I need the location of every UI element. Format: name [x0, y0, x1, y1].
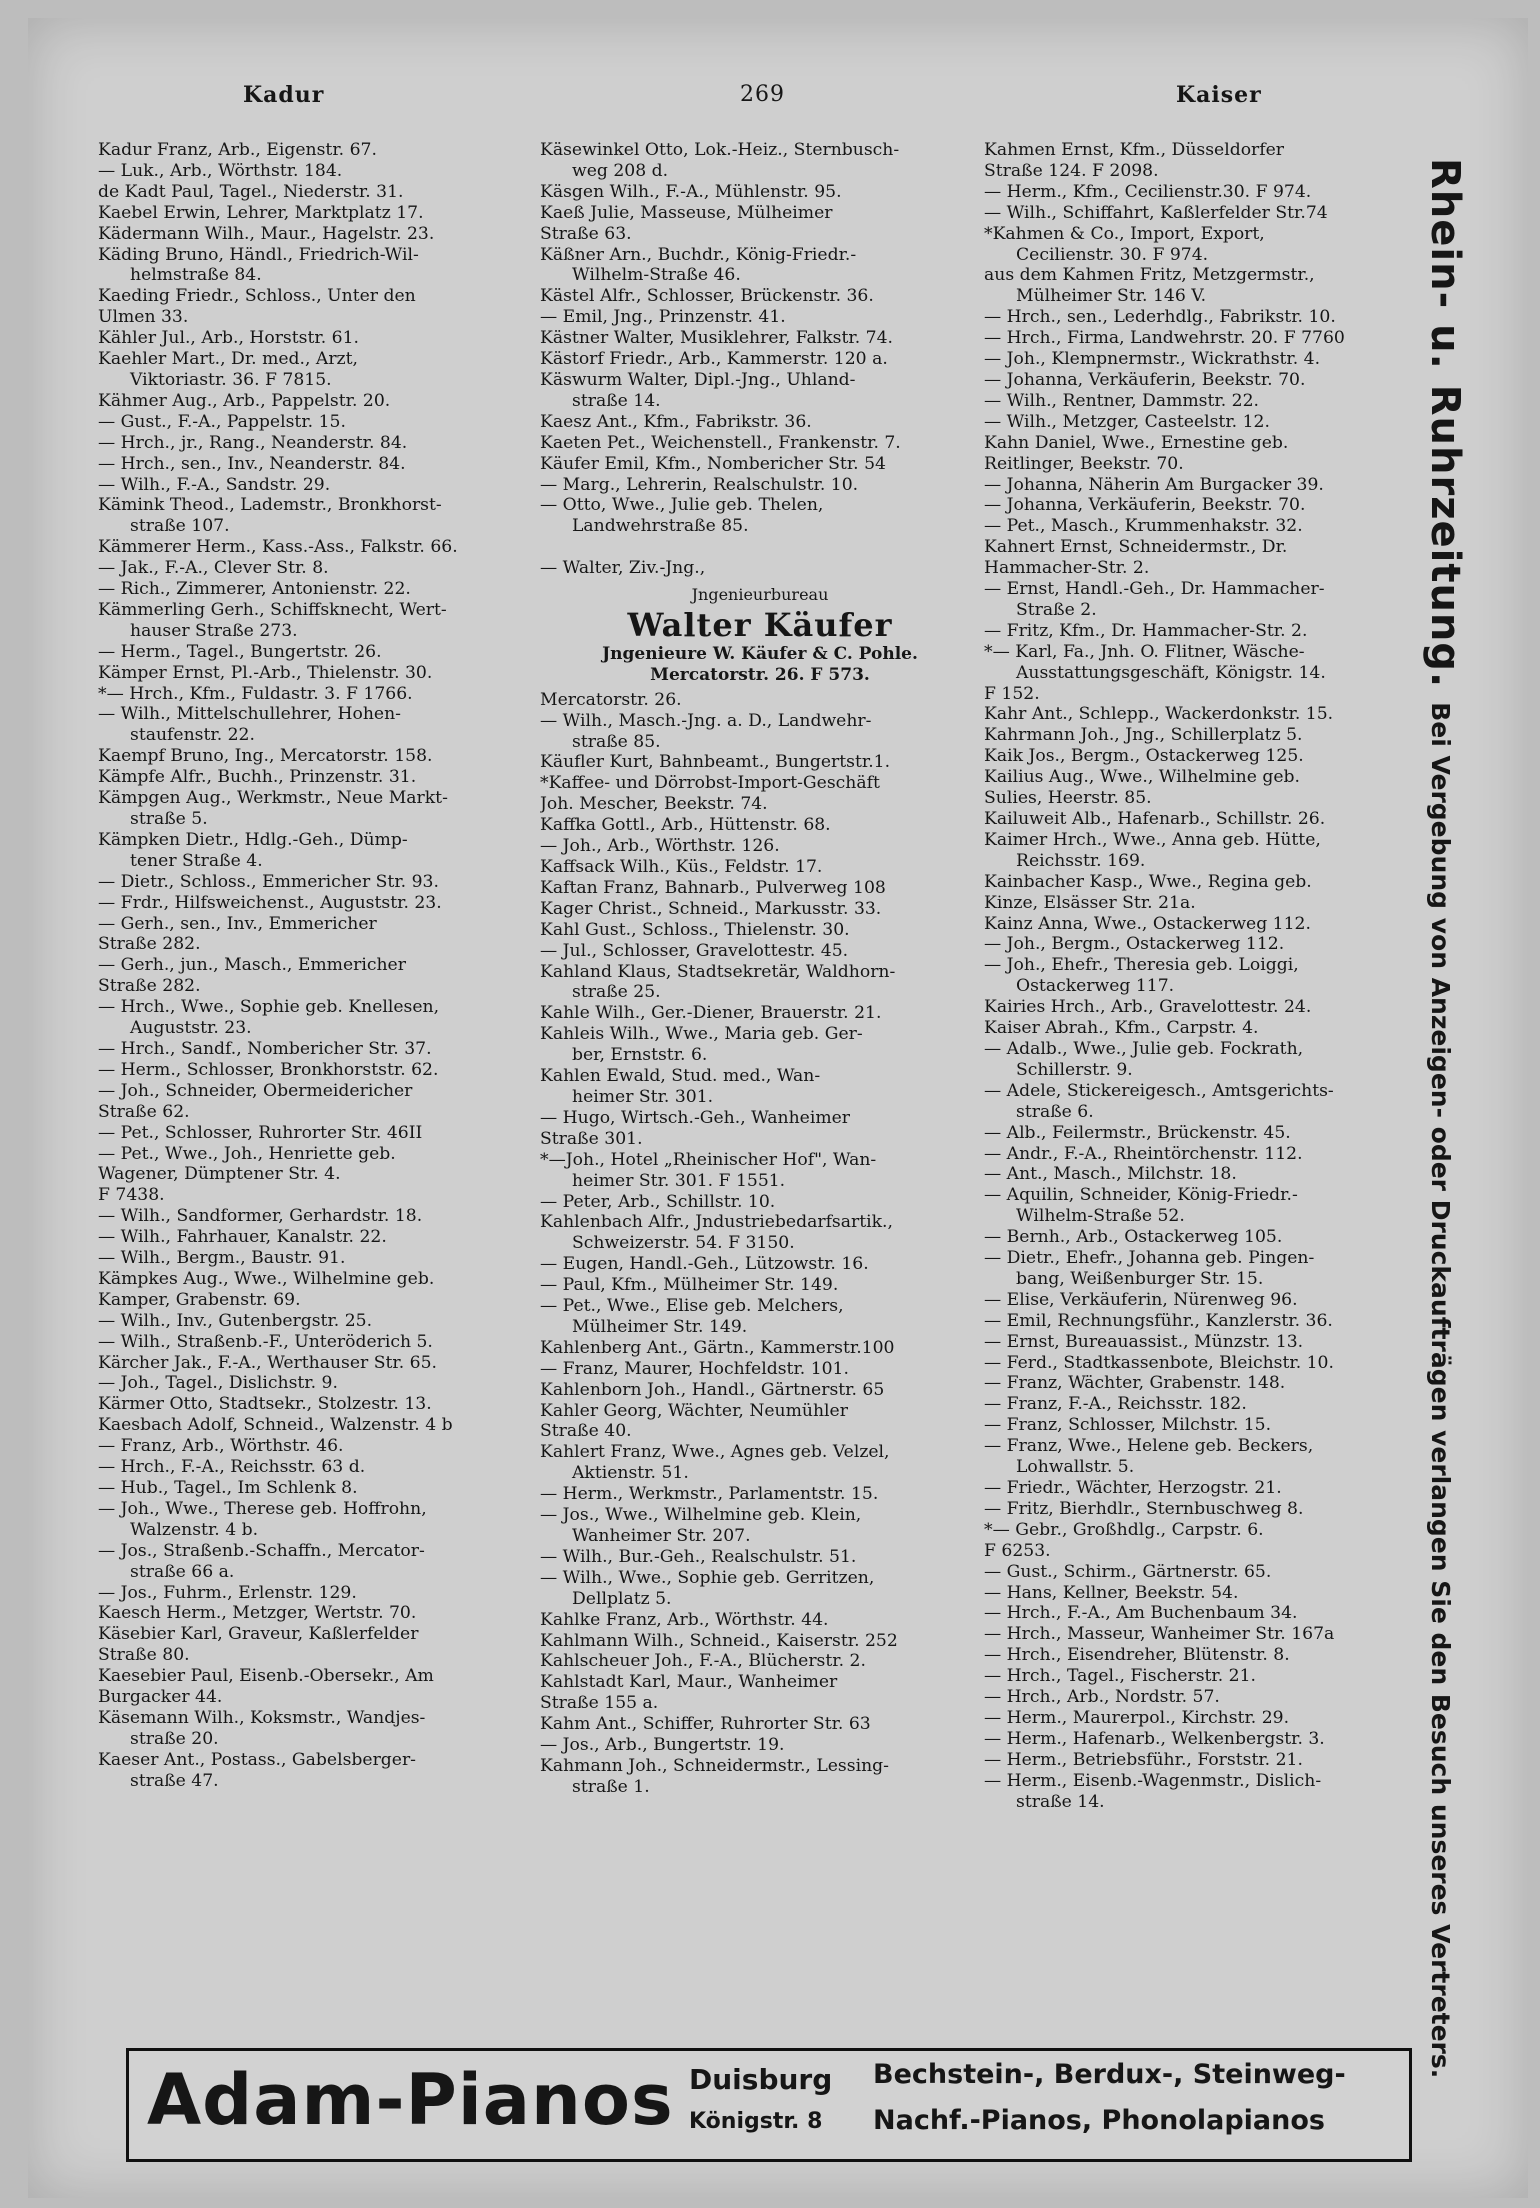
- directory-entry-line: — Wilh., Masch.-Jng. a. D., Landwehr-: [540, 710, 872, 731]
- directory-entry-line: Wagener, Dümptener Str. 4.: [98, 1164, 341, 1185]
- directory-entry-line: — Jos., Arb., Bungertstr. 19.: [540, 1735, 785, 1756]
- directory-entry-line: — Franz, Wwe., Helene geb. Beckers,: [984, 1436, 1314, 1457]
- directory-entry-line: Kaftan Franz, Bahnarb., Pulverweg 108: [540, 877, 886, 898]
- directory-entry-line: Kämpken Dietr., Hdlg.-Geh., Dümp-: [98, 829, 408, 850]
- directory-entry-line: Kahmann Joh., Schneidermstr., Lessing-: [540, 1755, 889, 1776]
- ad-firm-name: Walter Käufer: [627, 605, 893, 644]
- directory-entry-line: — Fritz, Bierhdlr., Sternbuschweg 8.: [984, 1498, 1304, 1519]
- directory-entry-line: — Ant., Masch., Milchstr. 18.: [984, 1164, 1237, 1185]
- piano-city: Duisburg: [689, 2063, 833, 2096]
- directory-entry-line: — Joh., Ehefr., Theresia geb. Loiggi,: [984, 955, 1299, 976]
- directory-entry-line: — Andr., F.-A., Rheintörchenstr. 112.: [984, 1143, 1303, 1164]
- directory-entry-line: Kahrmann Joh., Jng., Schillerplatz 5.: [984, 725, 1303, 746]
- directory-entry-line: — Hans, Kellner, Beekstr. 54.: [984, 1582, 1239, 1603]
- directory-entry-line: — Wilh., F.-A., Sandstr. 29.: [98, 474, 331, 495]
- directory-entry-line: — Elise, Verkäuferin, Nürenweg 96.: [984, 1289, 1298, 1310]
- directory-entry-line: Kaeß Julie, Masseuse, Mülheimer: [540, 202, 833, 223]
- directory-entry-line: Kailuweit Alb., Hafenarb., Schillstr. 26.: [984, 809, 1326, 829]
- directory-entry-line: Mülheimer Str. 149.: [572, 1316, 748, 1337]
- directory-entry-line: Kaebel Erwin, Lehrer, Marktplatz 17.: [98, 202, 424, 223]
- directory-entry-line: Straße 124. F 2098.: [984, 160, 1159, 181]
- directory-entry-line: Cecilienstr. 30. F 974.: [1016, 244, 1209, 265]
- directory-entry-line: — Marg., Lehrerin, Realschulstr. 10.: [540, 474, 859, 495]
- directory-entry-line: F 152.: [984, 683, 1040, 704]
- directory-entry-line: Reichsstr. 169.: [1016, 850, 1146, 871]
- directory-entry-line: Mülheimer Str. 146 V.: [1016, 286, 1207, 307]
- side-advert-newspaper: Rhein- u. Ruhrzeitung.: [1422, 158, 1468, 689]
- directory-entry-line: Kädermann Wilh., Maur., Hagelstr. 23.: [98, 223, 435, 244]
- directory-entry-line: de Kadt Paul, Tagel., Niederstr. 31.: [98, 181, 404, 202]
- directory-entry-line: Kämper Ernst, Pl.-Arb., Thielenstr. 30.: [98, 662, 433, 683]
- directory-entry-line: Käufler Kurt, Bahnbeamt., Bungertstr.1.: [540, 752, 891, 773]
- directory-entry-line: — Herm., Tagel., Bungertstr. 26.: [98, 641, 382, 662]
- directory-entry-line: Dellplatz 5.: [572, 1588, 672, 1609]
- directory-entry-line: Straße 301.: [540, 1128, 643, 1149]
- column-left: [98, 140, 538, 1792]
- directory-entry-line: — Peter, Arb., Schillstr. 10.: [540, 1191, 776, 1212]
- directory-entry-line: Burgacker 44.: [98, 1687, 223, 1708]
- directory-entry-line: — Hrch., Wwe., Sophie geb. Knellesen,: [98, 997, 440, 1018]
- directory-entry-line: Kahlenbach Alfr., Jndustriebedarfsartik.,: [540, 1212, 893, 1233]
- directory-entry-line: Mercatorstr. 26.: [540, 689, 682, 710]
- directory-entry-line: Kahmen Ernst, Kfm., Düsseldorfer: [984, 140, 1285, 160]
- column-right: [984, 140, 1414, 1813]
- directory-entry-line: — Jak., F.-A., Clever Str. 8.: [98, 558, 329, 579]
- directory-entry-line: — Wilh., Mittelschullehrer, Hohen-: [98, 704, 401, 725]
- directory-entry-line: Kaempf Bruno, Ing., Mercatorstr. 158.: [98, 746, 433, 767]
- directory-entry-line: Kähmer Aug., Arb., Pappelstr. 20.: [98, 390, 391, 411]
- directory-entry-line: Kaesbach Adolf, Schneid., Walzenstr. 4 b: [98, 1415, 453, 1436]
- directory-entry-line: heimer Str. 301. F 1551.: [572, 1170, 786, 1191]
- directory-entry-line: Kahlke Franz, Arb., Wörthstr. 44.: [540, 1609, 829, 1630]
- directory-entry-line: tener Straße 4.: [130, 850, 263, 871]
- directory-entry-line: Walzenstr. 4 b.: [130, 1519, 259, 1540]
- directory-entry-line: Kinze, Elsässer Str. 21a.: [984, 892, 1196, 913]
- directory-entry-line: — Herm., Werkmstr., Parlamentstr. 15.: [540, 1484, 879, 1505]
- directory-entry-line: — Joh., Wwe., Therese geb. Hoffrohn,: [98, 1498, 427, 1519]
- directory-entry-line: — Aquilin, Schneider, König-Friedr.-: [984, 1185, 1298, 1206]
- directory-entry-line: — Jos., Straßenb.-Schaffn., Mercator-: [98, 1540, 425, 1561]
- directory-entry-line: — Gust., Schirm., Gärtnerstr. 65.: [984, 1561, 1272, 1582]
- directory-entry-line: Kästner Walter, Musiklehrer, Falkstr. 74.: [540, 328, 893, 349]
- directory-entry-line: Kahle Wilh., Ger.-Diener, Brauerstr. 21.: [540, 1003, 882, 1024]
- directory-entry-line: straße 1.: [572, 1776, 650, 1797]
- directory-entry-line: — Wilh., Straßenb.-F., Unteröderich 5.: [98, 1331, 433, 1352]
- directory-entry-line: straße 85.: [572, 731, 661, 752]
- directory-entry-line: F 7438.: [98, 1185, 165, 1206]
- directory-entry-line: — Pet., Wwe., Joh., Henriette geb.: [98, 1143, 396, 1164]
- directory-entry-line: — Hrch., Arb., Nordstr. 57.: [984, 1687, 1220, 1708]
- directory-entry-line: — Hrch., F.-A., Reichsstr. 63 d.: [98, 1457, 366, 1478]
- directory-entry-line: Kahlmann Wilh., Schneid., Kaiserstr. 252: [540, 1630, 898, 1651]
- directory-entry-line: *— Karl, Fa., Jnh. O. Flitner, Wäsche-: [984, 641, 1305, 662]
- directory-entry-line: Kahm Ant., Schiffer, Ruhrorter Str. 63: [540, 1714, 871, 1735]
- directory-entry-line: Kämpgen Aug., Werkmstr., Neue Markt-: [98, 788, 448, 809]
- directory-entry-line: straße 47.: [130, 1770, 219, 1791]
- directory-entry-line: Straße 63.: [540, 223, 632, 244]
- directory-entry-line: — Adele, Stickereigesch., Amtsgerichts-: [984, 1080, 1334, 1101]
- directory-entry-line: *Kahmen & Co., Import, Export,: [984, 223, 1265, 244]
- directory-entry-line: bang, Weißenburger Str. 15.: [1016, 1268, 1264, 1289]
- directory-entry-line: Wilhelm-Straße 52.: [1016, 1206, 1185, 1227]
- directory-entry-line: Kahnert Ernst, Schneidermstr., Dr.: [984, 537, 1288, 558]
- directory-entry-line: weg 208 d.: [572, 160, 669, 181]
- piano-advert: [126, 2048, 1412, 2162]
- directory-entry-line: Straße 80.: [98, 1645, 190, 1666]
- directory-entry-line: — Hrch., Masseur, Wanheimer Str. 167a: [984, 1624, 1335, 1645]
- directory-entry-line: — Jul., Schlosser, Gravelottestr. 45.: [540, 940, 849, 961]
- directory-entry-line: Kager Christ., Schneid., Markusstr. 33.: [540, 898, 882, 919]
- directory-entry-line: Lohwallstr. 5.: [1016, 1457, 1135, 1478]
- directory-entry-line: — Joh., Tagel., Dislichstr. 9.: [98, 1373, 338, 1394]
- directory-entry-line: — Hrch., Sandf., Nombericher Str. 37.: [98, 1038, 432, 1059]
- directory-entry-line: — Herm., Hafenarb., Welkenbergstr. 3.: [984, 1728, 1325, 1749]
- directory-entry-line: — Wilh., Rentner, Dammstr. 22.: [984, 390, 1259, 411]
- directory-entry-line: Wilhelm-Straße 46.: [572, 265, 741, 286]
- directory-entry-line: Kämmerer Herm., Kass.-Ass., Falkstr. 66.: [98, 537, 458, 558]
- directory-entry-line: — Joh., Schneider, Obermeidericher: [98, 1080, 413, 1101]
- directory-entry-line: — Friedr., Wächter, Herzogstr. 21.: [984, 1478, 1282, 1498]
- directory-entry-line: — Franz, Wächter, Grabenstr. 148.: [984, 1373, 1286, 1394]
- piano-street: Königstr. 8: [689, 2109, 823, 2134]
- ad-address: Mercatorstr. 26. F 573.: [650, 664, 870, 685]
- directory-entry-line: — Hrch., sen., Inv., Neanderstr. 84.: [98, 453, 406, 474]
- piano-brands-line-2: Nachf.-Pianos, Phonolapianos: [873, 2105, 1325, 2136]
- directory-entry-line: — Wilh., Sandformer, Gerhardstr. 18.: [98, 1206, 423, 1227]
- piano-brand: Adam-Pianos: [147, 2059, 674, 2141]
- directory-entry-line: Kaffsack Wilh., Küs., Feldstr. 17.: [540, 857, 823, 877]
- directory-entry-line: — Emil, Rechnungsführ., Kanzlerstr. 36.: [984, 1310, 1333, 1331]
- directory-entry-line: *Kaffee- und Dörrobst-Import-Geschäft: [540, 773, 880, 794]
- directory-entry-line: — Franz, Arb., Wörthstr. 46.: [98, 1436, 344, 1457]
- directory-entry-line: — Luk., Arb., Wörthstr. 184.: [98, 160, 343, 181]
- directory-entry-line: straße 14.: [572, 390, 661, 411]
- directory-entry-line: Kahleis Wilh., Wwe., Maria geb. Ger-: [540, 1024, 863, 1045]
- directory-entry-line: — Hub., Tagel., Im Schlenk 8.: [98, 1478, 358, 1498]
- directory-entry-line: — Dietr., Schloss., Emmericher Str. 93.: [98, 871, 439, 892]
- directory-entry-line: — Hrch., Tagel., Fischerstr. 21.: [984, 1666, 1257, 1687]
- directory-entry-line: — Franz, F.-A., Reichsstr. 182.: [984, 1394, 1247, 1415]
- directory-entry-line: Kahler Georg, Wächter, Neumühler: [540, 1400, 848, 1421]
- directory-entry-line: — Johanna, Verkäuferin, Beekstr. 70.: [984, 369, 1306, 390]
- directory-entry-line: Auguststr. 23.: [130, 1018, 252, 1039]
- directory-entry-line: F 6253.: [984, 1540, 1051, 1561]
- directory-entry-line: Landwehrstraße 85.: [572, 516, 749, 537]
- directory-entry-line: straße 66 a.: [130, 1561, 235, 1582]
- directory-entry-line: — Frdr., Hilfsweichenst., Auguststr. 23.: [98, 892, 442, 913]
- directory-entry-line: — Paul, Kfm., Mülheimer Str. 149.: [540, 1275, 839, 1296]
- directory-entry-line: Käsgen Wilh., F.-A., Mühlenstr. 95.: [540, 181, 842, 202]
- directory-entry-line: — Eugen, Handl.-Geh., Lützowstr. 16.: [540, 1254, 869, 1275]
- directory-entry-line: Ausstattungsgeschäft, Königstr. 14.: [1016, 662, 1326, 683]
- directory-entry-line: — Herm., Betriebsführ., Forststr. 21.: [984, 1749, 1303, 1770]
- directory-entry-line: Kailius Aug., Wwe., Wilhelmine geb.: [984, 767, 1300, 788]
- directory-entry-line: — Johanna, Näherin Am Burgacker 39.: [984, 474, 1324, 495]
- directory-entry-line: — Wilh., Bergm., Baustr. 91.: [98, 1248, 346, 1269]
- directory-entry-line: Hammacher-Str. 2.: [984, 558, 1150, 579]
- directory-entry-line: straße 5.: [130, 809, 208, 829]
- directory-entry-line: *— Hrch., Kfm., Fuldastr. 3. F 1766.: [98, 683, 413, 704]
- directory-entry-line: Kaeding Friedr., Schloss., Unter den: [98, 286, 416, 307]
- directory-entry-line: Viktoriastr. 36. F 7815.: [130, 369, 332, 390]
- directory-entry-line: aus dem Kahmen Fritz, Metzgermstr.,: [984, 265, 1315, 286]
- directory-entry-line: straße 6.: [1016, 1101, 1094, 1122]
- directory-entry-line: Kähler Jul., Arb., Horststr. 61.: [98, 328, 359, 349]
- directory-entry-line: *—Joh., Hotel „Rheinischer Hof", Wan-: [540, 1149, 877, 1170]
- directory-entry-line: Straße 62.: [98, 1101, 190, 1122]
- directory-entry-line: — Wilh., Inv., Gutenbergstr. 25.: [98, 1310, 373, 1331]
- directory-entry-line: — Franz, Schlosser, Milchstr. 15.: [984, 1415, 1272, 1436]
- directory-entry-line: — Bernh., Arb., Ostackerweg 105.: [984, 1227, 1283, 1248]
- directory-entry-line: Kahlenborn Joh., Handl., Gärtnerstr. 65: [540, 1379, 885, 1400]
- directory-entry-line: Kaesebier Paul, Eisenb.-Obersekr., Am: [98, 1666, 434, 1687]
- directory-entry-line: — Ernst, Handl.-Geh., Dr. Hammacher-: [984, 579, 1325, 600]
- directory-entry-line: — Hrch., sen., Lederhdlg., Fabrikstr. 10.: [984, 307, 1336, 328]
- directory-entry-line: Kaehler Mart., Dr. med., Arzt,: [98, 349, 358, 370]
- ad-title: Jngenieurbureau: [691, 585, 829, 605]
- side-advert-text: [1422, 158, 1468, 2079]
- directory-entry-line: Kämpfe Alfr., Buchh., Prinzenstr. 31.: [98, 767, 417, 788]
- directory-entry-line: Kainz Anna, Wwe., Ostackerweg 112.: [984, 913, 1311, 934]
- directory-entry-line: Käufer Emil, Kfm., Nombericher Str. 54: [540, 453, 886, 474]
- directory-entry-line: [540, 537, 980, 558]
- directory-entry-line: straße 107.: [130, 516, 230, 537]
- directory-entry-line: Käsemann Wilh., Koksmstr., Wandjes-: [98, 1707, 426, 1728]
- directory-entry-line: Straße 282.: [98, 934, 201, 955]
- directory-entry-line: Kahn Daniel, Wwe., Ernestine geb.: [984, 432, 1289, 453]
- directory-entry-line: Schweizerstr. 54. F 3150.: [572, 1233, 795, 1254]
- directory-entry-line: Kämink Theod., Lademstr., Bronkhorst-: [98, 495, 442, 516]
- directory-entry-line: Kaik Jos., Bergm., Ostackerweg 125.: [984, 746, 1304, 767]
- directory-entry-line: Kainbacher Kasp., Wwe., Regina geb.: [984, 871, 1312, 892]
- directory-entry-line: Kahr Ant., Schlepp., Wackerdonkstr. 15.: [984, 704, 1334, 725]
- page-number: 269: [740, 82, 785, 107]
- directory-entry-line: — Gust., F.-A., Pappelstr. 15.: [98, 411, 346, 432]
- directory-entry-line: Kämpkes Aug., Wwe., Wilhelmine geb.: [98, 1268, 435, 1289]
- piano-brands-line-1: Bechstein-, Berdux-, Steinweg-: [873, 2059, 1346, 2090]
- directory-entry-line: Wanheimer Str. 207.: [572, 1526, 751, 1546]
- directory-entry-line: Kaeten Pet., Weichenstell., Frankenstr. 7.: [540, 432, 901, 453]
- directory-entry-line: Kärcher Jak., F.-A., Werthauser Str. 65.: [98, 1352, 437, 1373]
- directory-entry-line: Ulmen 33.: [98, 307, 189, 328]
- directory-entry-line: Kaesch Herm., Metzger, Wertstr. 70.: [98, 1603, 417, 1624]
- directory-entry-line: — Dietr., Ehefr., Johanna geb. Pingen-: [984, 1248, 1315, 1269]
- running-head-left: Kadur: [243, 82, 325, 108]
- column-middle: [540, 140, 980, 1798]
- directory-entry-line: Kahlenberg Ant., Gärtn., Kammerstr.100: [540, 1337, 895, 1358]
- directory-entry-line: Kahlscheuer Joh., F.-A., Blücherstr. 2.: [540, 1651, 866, 1672]
- directory-entry-line: Straße 40.: [540, 1421, 632, 1442]
- directory-entry-line: — Joh., Arb., Wörthstr. 126.: [540, 836, 780, 857]
- directory-entry-line: Straße 282.: [98, 976, 201, 997]
- directory-entry-line: — Jos., Fuhrm., Erlenstr. 129.: [98, 1582, 357, 1603]
- directory-entry-line: — Wilh., Bur.-Geh., Realschulstr. 51.: [540, 1546, 857, 1567]
- directory-entry-line: Ostackerweg 117.: [1016, 976, 1175, 997]
- directory-entry-line: Kahlen Ewald, Stud. med., Wan-: [540, 1066, 821, 1087]
- directory-entry-line: Kahlstadt Karl, Maur., Wanheimer: [540, 1672, 838, 1693]
- directory-entry-line: — Walter, Ziv.-Jng.,: [540, 558, 706, 579]
- directory-entry-line: Straße 155 a.: [540, 1693, 659, 1714]
- directory-entry-line: Kaffka Gottl., Arb., Hüttenstr. 68.: [540, 815, 831, 836]
- directory-entry-line: — Adalb., Wwe., Julie geb. Fockrath,: [984, 1038, 1304, 1059]
- directory-entry-line: straße 25.: [572, 982, 661, 1003]
- directory-page: [28, 18, 1528, 2198]
- directory-entry-line: Kamper, Grabenstr. 69.: [98, 1289, 301, 1310]
- directory-entry-line: — Emil, Jng., Prinzenstr. 41.: [540, 307, 786, 328]
- side-advert: [1420, 158, 1468, 2079]
- directory-entry-line: Kaeser Ant., Postass., Gabelsberger-: [98, 1749, 416, 1770]
- directory-entry-line: — Wilh., Fahrhauer, Kanalstr. 22.: [98, 1227, 387, 1248]
- directory-entry-line: hauser Straße 273.: [130, 620, 298, 641]
- directory-entry-line: Käswurm Walter, Dipl.-Jng., Uhland-: [540, 369, 856, 390]
- directory-entry-line: Kahl Gust., Schloss., Thielenstr. 30.: [540, 919, 850, 940]
- directory-entry-line: Kadur Franz, Arb., Eigenstr. 67.: [98, 140, 377, 160]
- directory-entry-line: — Hugo, Wirtsch.-Geh., Wanheimer: [540, 1107, 851, 1128]
- directory-entry-line: — Herm., Schlosser, Bronkhorststr. 62.: [98, 1059, 439, 1080]
- directory-entry-line: Käsebier Karl, Graveur, Kaßlerfelder: [98, 1624, 419, 1645]
- running-head-right: Kaiser: [1176, 82, 1262, 108]
- directory-entry-line: Kairies Hrch., Arb., Gravelottestr. 24.: [984, 997, 1312, 1018]
- directory-entry-line: — Hrch., F.-A., Am Buchenbaum 34.: [984, 1603, 1298, 1624]
- directory-entry-line: — Herm., Maurerpol., Kirchstr. 29.: [984, 1707, 1290, 1728]
- directory-entry-line: Kahlert Franz, Wwe., Agnes geb. Velzel,: [540, 1442, 890, 1463]
- directory-entry-line: — Herm., Kfm., Cecilienstr.30. F 974.: [984, 181, 1312, 202]
- directory-entry-line: — Hrch., jr., Rang., Neanderstr. 84.: [98, 432, 408, 453]
- directory-entry-line: Käßner Arn., Buchdr., König-Friedr.-: [540, 244, 857, 265]
- directory-entry-line: — Rich., Zimmerer, Antonienstr. 22.: [98, 579, 411, 600]
- directory-entry-line: — Pet., Masch., Krummenhakstr. 32.: [984, 516, 1303, 537]
- directory-entry-line: — Wilh., Wwe., Sophie geb. Gerritzen,: [540, 1567, 875, 1588]
- directory-entry-line: Käsewinkel Otto, Lok.-Heiz., Sternbusch-: [540, 140, 900, 160]
- directory-entry-line: ber, Ernststr. 6.: [572, 1045, 708, 1066]
- directory-entry-line: Kästel Alfr., Schlosser, Brückenstr. 36.: [540, 286, 874, 307]
- directory-entry-line: — Johanna, Verkäuferin, Beekstr. 70.: [984, 495, 1306, 516]
- directory-entry-line: Reitlinger, Beekstr. 70.: [984, 453, 1184, 474]
- directory-entry-line: — Herm., Eisenb.-Wagenmstr., Dislich-: [984, 1770, 1322, 1791]
- column-middle-entries-top: [540, 140, 980, 579]
- directory-entry-line: Kaimer Hrch., Wwe., Anna geb. Hütte,: [984, 829, 1321, 850]
- directory-entry-line: Kärmer Otto, Stadtsekr., Stolzestr. 13.: [98, 1394, 432, 1415]
- directory-entry-line: — Wilh., Schiffahrt, Kaßlerfelder Str.74: [984, 202, 1328, 223]
- directory-entry-line: — Hrch., Eisendreher, Blütenstr. 8.: [984, 1645, 1290, 1666]
- directory-entry-line: Joh. Mescher, Beekstr. 74.: [540, 794, 768, 815]
- directory-entry-line: — Ernst, Bureauassist., Münzstr. 13.: [984, 1331, 1304, 1352]
- directory-entry-line: — Fritz, Kfm., Dr. Hammacher-Str. 2.: [984, 620, 1308, 641]
- directory-entry-line: staufenstr. 22.: [130, 725, 255, 746]
- column-middle-entries-bottom: [540, 690, 980, 1798]
- side-advert-slogan: Bei Vergebung von Anzeigen- oder Druckaufträgen verlangen Sie den Besuch unseres Vertreters.: [1426, 702, 1455, 2079]
- directory-entry-line: Kaiser Abrah., Kfm., Carpstr. 4.: [984, 1018, 1259, 1039]
- directory-entry-line: Kästorf Friedr., Arb., Kammerstr. 120 a.: [540, 349, 888, 370]
- directory-entry-line: — Otto, Wwe., Julie geb. Thelen,: [540, 495, 824, 516]
- directory-entry-line: — Gerh., jun., Masch., Emmericher: [98, 955, 406, 976]
- directory-entry-line: Kämmerling Gerh., Schiffsknecht, Wert-: [98, 599, 447, 620]
- directory-entry-line: straße 20.: [130, 1728, 219, 1749]
- directory-entry-line: straße 14.: [1016, 1791, 1105, 1812]
- directory-entry-line: Aktienstr. 51.: [572, 1463, 689, 1484]
- directory-entry-line: *— Gebr., Großhdlg., Carpstr. 6.: [984, 1519, 1264, 1540]
- directory-entry-line: — Alb., Feilermstr., Brückenstr. 45.: [984, 1122, 1291, 1143]
- directory-entry-line: Schillerstr. 9.: [1016, 1059, 1133, 1080]
- directory-entry-line: — Pet., Wwe., Elise geb. Melchers,: [540, 1296, 844, 1317]
- directory-entry-line: — Joh., Klempnermstr., Wickrathstr. 4.: [984, 349, 1321, 370]
- directory-entry-line: — Franz, Maurer, Hochfeldstr. 101.: [540, 1358, 849, 1379]
- directory-entry-line: — Hrch., Firma, Landwehrstr. 20. F 7760: [984, 328, 1345, 349]
- directory-entry-line: — Joh., Bergm., Ostackerweg 112.: [984, 934, 1285, 955]
- engineering-office-ad: [540, 585, 980, 686]
- directory-entry-line: Sulies, Heerstr. 85.: [984, 788, 1152, 809]
- directory-entry-line: Käding Bruno, Händl., Friedrich-Wil-: [98, 244, 419, 265]
- directory-entry-line: Kaesz Ant., Kfm., Fabrikstr. 36.: [540, 411, 812, 432]
- directory-entry-line: — Jos., Wwe., Wilhelmine geb. Klein,: [540, 1505, 862, 1526]
- directory-entry-line: heimer Str. 301.: [572, 1086, 714, 1107]
- directory-entry-line: — Wilh., Metzger, Casteelstr. 12.: [984, 411, 1270, 432]
- directory-entry-line: — Pet., Schlosser, Ruhrorter Str. 46II: [98, 1122, 423, 1143]
- directory-entry-line: Straße 2.: [1016, 599, 1097, 620]
- directory-entry-line: helmstraße 84.: [130, 265, 262, 286]
- ad-partners: Jngenieure W. Käufer & C. Pohle.: [602, 643, 918, 664]
- directory-entry-line: — Ferd., Stadtkassenbote, Bleichstr. 10.: [984, 1352, 1334, 1373]
- directory-entry-line: — Gerh., sen., Inv., Emmericher: [98, 913, 377, 934]
- directory-entry-line: Kahland Klaus, Stadtsekretär, Waldhorn-: [540, 961, 896, 982]
